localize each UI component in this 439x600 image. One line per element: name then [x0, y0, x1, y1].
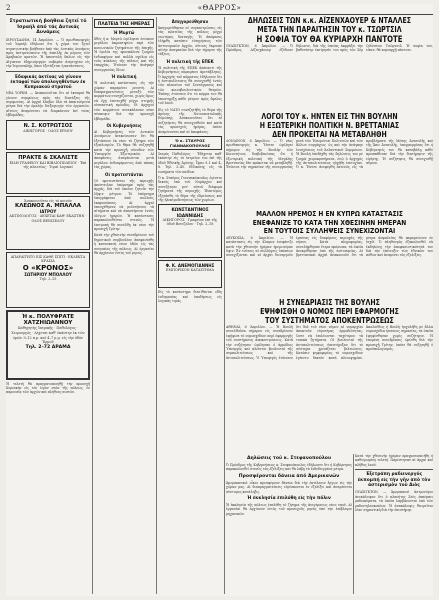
col2-headline: ΠΛΑΤΕΙΑ ΤΗΣ ΗΜΕΡΑΣ	[97, 21, 151, 26]
col1-headline-2: Ἐδαφικάς ἀκτίνας νά γίνουν ἐκταφαί τῶν ἀπολογηθέντων ἐκ Κυπριακοῦ στρατοῦ	[10, 73, 86, 90]
ad-praktiki: ΠΡΑΚΤΕ & ΣΚΑΛΙΣΤΕ ΕΙΔΗ ΓΡΑΦΕΙΟΥ ΚΑΙ ΒΙΒΛΙΟΠΩΛΕΙΟΥ · Ἐπὶ τῆς πλατείας · Τιμαὶ λογικαί	[6, 152, 90, 194]
col2-subhead: Ἡ Μυρτώ	[113, 30, 135, 35]
col2-subhead: Οἱ προτεστάνται	[105, 171, 143, 177]
body-text: Ὁ Πρόεδρος τῆς Κυβερνήσεως κ. Στεφανόπουλος ἐδήλωσεν ὅτι ἡ Κυβέρνησις παρακολουθεῖ στενῶς τὰς ἐξελίξεις καὶ θὰ λάβῃ τὰ ἐνδεδειγμένα μέτρα.	[226, 463, 352, 472]
lead-headline-1: ΔΗΛΩΣΕΙΣ ΤΩΝ κ.κ. ΑΪΖΕΝΧΑΟΥΕΡ & ΝΤΑΛΛΕΣ	[247, 16, 412, 25]
body-text: ΑΘΗΝΑΙ, 6 Ἀπριλίου. — Ἡ Βουλὴ συνελθοῦσα σήμερον εἰς συνεδρίασιν ἐψήφισε τὸ νομοσχέδιον περὶ ἐφαρμογῆς τοῦ συστήματος ἀποκεντρώσεως. Κατὰ τὴν συζήτησιν ὡμίλησαν ὁ ἁρμόδιος Ὑπουργὸς καὶ πλεῖστοι βουλευταὶ τῆς συμπολιτεύσεως καὶ τῆς ἀντιπολιτεύσεως. Ὁ Ὑπουργὸς ἐτόνισεν ὅτι διὰ τοῦ νέου νόμου αἱ νομαρχίαι ἀποκτοῦν εὐρυτέρας ἁρμοδιότητας, ὥστε νὰ ἐπιλύωνται ταχύτερον τὰ τοπικὰ ζητήματα. Οἱ βουλευταὶ τῆς ἀντιπολιτεύσεως ὑπεστήριξαν ὅτι τὸ σύστημα χρειάζεται βελτιώσεις. Κατόπιν ψηφοφορίας τὸ νομοσχέδιον ἐγένετο δεκτὸν κατὰ πλειοψηφίαν. Ἀκολούθως ἡ Βουλὴ ἠσχολήθη μὲ ἄλλα νομοσχέδια ἠσσονος σημασίας, τὰ ὁποῖα ἐψηφίσθησαν χωρὶς συζήτησιν. Ἡ ἑπομένη συνεδρίασις ὡρίσθη διὰ τὴν προσεχῆ Τρίτην, ὁπότε θὰ συζητηθῇ ὁ προϋπολογισμός.	[226, 325, 433, 360]
ad-anemogiannis: Φ. Κ. ΑΝΕΜΟΓΙΑΝΝΗΣ ΕΜΠΟΡΙΚΟΝ ΚΑΤΑΣΤΗΜΑ	[158, 260, 222, 288]
body-text: Κατὰ τὴν χθεσινὴν ἡμέραν πραγματοποιήθη ἡ καθιερωμένη τελετή. Παρέστησαν αἱ ἀρχαὶ καὶ πλῆθος λαοῦ.	[355, 454, 433, 467]
column-3	[158, 17, 222, 594]
ad-kotrotsos: Ν. Σ. ΚΟΤΡΩΤΣΟΣ ΔΙΚΗΓΟΡΟΣ · ΟΔΟΣ ΕΡΜΟΥ	[6, 120, 90, 150]
ad-title: Ο «ΚΡΟΝΟΣ»	[22, 263, 74, 272]
col1-headline-1: Στρατιωτική βοήθεια ζητεί τό Ἰσραήλ ἀπό τάς Δυτικάς Δυνάμεις	[9, 19, 87, 36]
story-cyprus	[226, 210, 433, 296]
small-headline: Ἡ ἐκκλησία ἐπιλύθη εἰς τὴν πόλιν	[247, 496, 331, 502]
story-parliament	[226, 298, 433, 454]
story-eden	[226, 112, 433, 206]
ad-doctor-ballas: Ἀνακοινοῦται εἰς τὸ κοινόν ΚΛΕΩΝΟΣ Α. ΜΠΑΛΛΑ ΙΑΤΡΟΥ ΑΚΤΙΝΟΛΟΓΟΣ · ΔΕΧΕΤΑΙ ΚΑΘ' ΕΚΑΣΤΗΝ · ΟΔΟΣ ΒΕΝΙΖΕΛΟΥ	[6, 196, 90, 250]
ad-subtitle: ΙΑΤΡΟΥ	[39, 209, 57, 215]
lead-headline-2: ΜΕΤΑ ΤΗΝ ΠΑΡΑΙΤΗΣΙΝ ΤΟΥ κ. ΤΣΩΡΤΣΙΛ	[257, 25, 402, 34]
column-left	[6, 17, 90, 594]
masthead	[6, 4, 433, 15]
small-items-right	[355, 454, 433, 594]
ad-ioannidis: ΚΩΝΣΤΑΝΤΙΝΟΣ ΙΩΑΝΝΙΔΗΣ ΔΙΚΗΓΟΡΟΣ · Γραφεῖον ἐπὶ τῆς ὁδοῦ Βενιζέλου · Τηλ. 2–18	[158, 204, 222, 258]
body-text: Ἡ πολιτικὴ τῆς ΕΠΕΚ ἀπέναντι τῆς Κυβερνήσεως παραμένει ἀμετάβλητος. Ὁ ἀρχηγὸς τοῦ κόμματος ἐδήλωσεν ὅτι ἡ ἀντιπολίτευσις θὰ συνεχισθῇ ἐντὸς τῶν πλαισίων τοῦ Συντάγματος καὶ τῶν κοινοβουλευτικῶν θεσμῶν. Ἐπίσης ἐτόνισεν ὅτι τὸ κόμμα του θὰ ὑποστηρίξῃ κάθε μέτρον πρὸς ὄφελος τοῦ λαοῦ.	[158, 65, 222, 106]
small-headline: Προσφέρονται δάνεια ἀπό Ἀμερικανῶν	[238, 473, 340, 479]
body-text: ΛΕΥΚΩΣΙΑ, 6 Ἀπριλίου. — Ἡ κατάστασις εἰς τὴν Κύπρον ἐνεφάνιζε κατὰ τὴν χθεσινὴν ἡμέραν ἠρεμωτέραν ὄψιν. Ἐν τούτοις αἱ συλλήψεις ὑπόπτων συνεχίζονται καὶ αἱ ἀρχαὶ διενεργοῦν ἐρεύνας εἰς διαφόρους περιοχὰς τῆς νήσου. Κατὰ πληροφορίας, συνελήφθησαν ἕτερα πρόσωπα, τὰ ὁποῖα ἀνεκρίθησαν ὑπὸ τῆς ἀστυνομίας. Αἱ βρεττανικαὶ ἀρχαὶ ἀνακοινοῦν ὅτι τὰ μέτρα ἀσφαλείας θὰ παραμείνουν ἐν ἰσχύϊ. Ὁ πληθυσμὸς ἐξακολουθεῖ νὰ ἐκδηλώνῃ τὴν ἀποφασιστικότητά του διὰ τὴν ἐπίτευξιν τῶν ἐθνικῶν του πόθων καὶ ἀναμένει τὰς ἐξελίξεις.	[226, 235, 433, 258]
ad-subtitle: Τηλ. 2–72 ΔΡΑΜΑ	[25, 344, 71, 350]
ad-title: ΠΡΑΚΤΕ & ΣΚΑΛΙΣΤΕ	[18, 154, 78, 161]
story2-headline-3: ΔΕΝ ΠΡΟΚΕΙΤΑΙ ΝΑ ΜΕΤΑΒΛΗΘΗ	[272, 130, 387, 139]
body-text: Ἀπηγορεύθησαν αἱ συγκεντρώσεις εἰς τὰς πλατείας τῆς πόλεως μέχρι νεωτέρας διαταγῆς. Ἡ ἀπόφασις ἐλήφθη κατόπιν εἰσηγήσεως τῶν ἀστυνομικῶν ἀρχῶν, αἵτινες ἔκριναν αὐτὴν ἀναγκαίαν διὰ τὴν τήρησιν τῆς τάξεως.	[158, 26, 222, 57]
story2-headline-1: ΛΟΓΟΙ ΤΟΥ κ. ΗΝΤΕΝ ΕΙΣ ΤΗΝ ΒΟΥΛΗΝ	[261, 112, 398, 121]
body-text: Ἡ ἐκκλησία τῆς πόλεως ἐπελύθη τὸ ζήτημα τῆς ἀνεγέρσεως νέου ναοῦ. Αἱ ἐργασίαι θὰ ἀρχίσουν ἐντὸς τοῦ προσεχοῦς μηνὸς ὑπὸ τὴν ἐπίβλεψιν μηχανικῶν.	[226, 503, 352, 516]
ad-title: Ἡ κ. ΠΟΛΥΦΡΑΤΕ ΧΑΤΖΗΙΩΑΝΝΟΥ	[22, 313, 74, 327]
body-text: Ἡ τελετὴ θὰ πραγματοποιηθῇ τὴν προσεχῆ Κυριακὴν εἰς τὸν ἱερὸν ναὸν τῆς πόλεως, ἐν παρουσίᾳ τῶν ἀρχῶν καὶ πλήθους πιστῶν.	[6, 381, 90, 395]
body-text: Ἡ πολιτικὴ κατάστασις εἰς τὴν χώραν παραμένει ρευστή. Αἱ διαπραγματεύσεις μεταξὺ τῶν κομμάτων συνεχίζονται, χωρὶς ὅμως νὰ ἔχῃ ἐπιτευχθῆ μέχρι στιγμῆς οὐσιαστικὴ πρόοδος. Οἱ ἀρχηγοὶ τῶν κομμάτων συνεκάλεσαν νέαν σύσκεψιν διὰ τὴν προσεχῆ ἑβδομάδα.	[94, 81, 154, 121]
ad-title: ΚΩΝΣΤΑΝΤΙΝΟΣ ΙΩΑΝΝΙΔΗΣ	[171, 207, 209, 218]
ad-title: Ν. Σ. ΚΟΤΡΩΤΣΟΣ	[23, 122, 73, 129]
ad-kronos: ΑΠΑΡΑΙΤΗΤΟ ΕΙΣ ΚΑΘΕ ΣΠΙΤΙ · ΕΚΛΕΚΤΑ ΚΡΑΣΙΑ Ο «ΚΡΟΝΟΣ» ΣΩΤΗΡΙΟΥ ΜΠΟΛΛΟΥ Τηλ. 2–15	[6, 252, 90, 308]
story4-headline-2: ΕΨΗΦΙΣΘΗ Ο ΝΟΜΟΣ ΠΕΡΙ ΕΦΑΡΜΟΓΗΣ	[260, 307, 399, 316]
story3-headline-1: ΜΑΛΛΟΝ ΗΡΕΜΟΣ Η ΕΝ ΚΥΠΡΩ ΚΑΤΑΣΤΑΣΙΣ	[256, 210, 403, 218]
small-headline-jupiter: Ἐξετράπη ραδιενεργός ἐκπομπή εἰς τὴν γῆν ἀπὸ τὸν ἀστερισμὸν τοῦ Διὸς	[357, 472, 431, 489]
body-text: Χθὲς ἡ κ. Μυρτὼ ὡμίλησεν ἐνώπιον μεγάλου ἀκροατηρίου περὶ τῶν κοινωνικῶν ζητημάτων τῆς ἐποχῆς. Ἡ ὁμιλία της προεκάλεσε ζωηρὸν ἐνδιαφέρον καὶ πολλὰ σχόλια εἰς τοὺς κύκλους τῆς πόλεως καὶ τῆς ἐπαρχίας. Ἐτόνισε τὴν ἀνάγκην συνεργασίας ὅλων.	[94, 37, 154, 72]
small-headline: Δηλώσεις τοῦ κ. Στεφανοπούλου	[246, 456, 332, 461]
col3-headline: Ἀπηγορεύθησαν	[171, 19, 209, 24]
col2-subhead: Οἱ Κυβερνήσεις	[106, 122, 142, 128]
col2-subhead: Ἡ πολιτική	[111, 74, 137, 80]
story3-headline-3: ΕΝ ΤΟΥΤΟΙΣ ΣΥΛΛΗΨΕΙΣ ΣΥΝΕΧΙΖΟΝΤΑΙ	[263, 226, 396, 236]
paper-name: «ΘΑΡΡΟΣ»	[197, 4, 242, 12]
col3-box	[158, 136, 222, 150]
lead-headline-3: Η ΣΟΦΙΑ ΤΟΥ ΘΑ ΚΥΡΙΑΡΧΗ ΠΑΝΤΟΤΕ	[256, 34, 403, 44]
ad-chatzioannou: Ἡ κ. ΠΟΛΥΦΡΑΤΕ ΧΑΤΖΗΙΩΑΝΝΟΥ Καθηγητὴς Ἰατρικῆς · Παθολόγος · Χειρουργός · Δέχεται καθ' ἑκάστην ἐκ τῶν ὡρῶν 9–12 π.μ. καὶ 4–7 μ.μ. εἰς τὴν ὁδὸν Ἑρμοῦ Τηλ. 2–72 ΔΡΑΜΑ	[6, 310, 90, 380]
body-text: Ἰατρὸς Παθολόγος · Ἐδέχεται καθ' ἑκάστην εἰς τὸ ἰατρεῖον του ἐπὶ τῆς ὁδοῦ Ἐθνικῆς Ἀμύνης. Ὧραι 9–1 καὶ 4–8. Τηλ. 3–40. Εἰδικότης εἰς τὰ νοσήματα τῶν παίδων.	[158, 151, 222, 174]
body-text: ΟΥΑΣΙΓΚΤΩΝ. — Ἀμερικανοὶ ἀστρονόμοι ἀνεκάλυψαν ὅτι ὁ πλανήτης Ζεὺς ἐκπέμπει ραδιοκύματα, τὰ ὁποῖα λαμβάνονται ὑπὸ τῶν ραδιοτηλεσκοπίων. Ἡ ἀνακάλυψις θεωρεῖται λίαν σημαντικὴ διὰ τὴν ἐπιστήμην.	[355, 490, 433, 513]
ad-subtitle: ΣΩΤΗΡΙΟΥ ΜΠΟΛΛΟΥ	[24, 271, 72, 277]
ad-title: Φ. Κ. ΑΝΕΜΟΓΙΑΝΝΗΣ	[165, 263, 215, 269]
body-text: Οἱ προτεστάνται τῆς περιοχῆς ἀπέστειλαν ὑπόμνημα πρὸς τὰς ἀρχάς, διὰ τοῦ ὁποίου ζητοῦν τὴν λῆψιν μέτρων. Τὸ ὑπόμνημα ὑπογράφεται ἀπὸ πολλοὺς ἐκπροσώπους. Αἱ ἀρχαὶ ὑπεσχέθησαν νὰ μελετήσουν τὰ αἰτήματα καὶ νὰ ἀπαντήσουν ἐντὸς ὀλίγων ἡμερῶν. Ἡ κατάστασις παρακολουθεῖται στενῶς. Ἡ ἐπιτροπὴ θὰ συνέλθῃ ἐκ νέου τὴν προσεχῆ Τρίτην.	[94, 178, 154, 232]
body-text: ΟΥΑΣΙΓΚΤΩΝ, 6 Ἀπριλίου. — Ὁ Πρόεδρος Αἰζενχάουερ ἐξέδωσε δήλωσιν, διὰ τῆς ὁποίας ἐκφράζει τὴν βαθυτάτην ἐκτίμησίν του πρὸς τὸν Σὲρ Οὐΐνστων Τσῶρτσιλ. Ἡ σοφία του, εἶπεν, θὰ κυριαρχῇ πάντοτε.	[226, 44, 433, 53]
body-text: ΙΕΡΟΥΣΑΛΗΜ, 14 Ἀπριλίου. — Ὁ πρωθυπουργός τοῦ Ἰσραήλ ἐδήλωσε ὅτι ἡ χώρα του ζητεῖ στρατιωτικὴν βοήθειαν ἀπὸ τὰς Δυτικὰς Δυνάμεις πρὸς ἀντιμετώπισιν τῆς ἀπειλῆς ἐκ μέρους τῶν Ἀραβικῶν κρατῶν. Ἡ ἀποστολὴ ὅπλων εἰς τὴν Αἴγυπτον ἐδημιούργησε σοβαρὰν ἀνησυχίαν εἰς τὴν Ἱερουσαλήμ, ὅπου ἐξετάζεται ἡ κατάστασις.	[6, 37, 90, 69]
body-text: Εἰς τὸ ΝΑΤΟ συνεζητήθη τὸ θέμα τῆς ἀμύνης τῆς Νοτιοανατολικῆς Εὐρώπης. Ἀνακοινοῦται ὅτι αἱ συζητήσεις θὰ συνεχισθοῦν καὶ κατὰ τὰς προσεχεῖς ἡμέρας, ὁπότε ἀναμένονται καὶ αἱ ἀποφάσεις.	[158, 107, 222, 134]
body-text: Ὁ κ. Σταῦρος Γιαννακόπουλος ἐγένετο δεκτὸς ὑπὸ τοῦ Νομάρχου καὶ συνεζήτησε μετ' αὐτοῦ διάφορα ζητήματα τῆς περιοχῆς. Ἰδιαιτέρως ἐξητάσθη τὸ θέμα τῆς ὑδρεύσεως καὶ τῆς ἠλεκτροδοτήσεως τῶν χωρίων.	[158, 175, 222, 202]
body-text: Κατὰ τὴν χθεσινὴν συνεδρίασιν τοῦ δημοτικοῦ συμβουλίου ἀπεφασίσθη ἡ κατασκευὴ νέων ὁδῶν εἰς τὰς συνοικίας τῆς πόλεως. Αἱ ἐργασίαι θὰ ἀρχίσουν ἐντὸς τοῦ μηνός.	[94, 233, 154, 256]
story3-headline-2: ΕΝΕΦΑΝΙΖΕ ΤΟ ΚΑΤΑ ΤΗΝ ΧΘΕΣΙΝΗΝ ΗΜΕΡΑΝ	[252, 217, 407, 227]
small-items	[226, 454, 352, 594]
ad-title: ΚΛΕΩΝΟΣ Α. ΜΠΑΛΛΑ	[15, 203, 81, 210]
col2-title-box	[94, 19, 154, 28]
body-text: Αἱ Κυβερνήσεις τῶν Δυτικῶν Δυνάμεων ἀνεκοίνωσαν ὅτι θὰ ἐξετάσουν ἐκ νέου τὸ ζήτημα τῶν ἐξοπλισμῶν. Τὸ θέμα θὰ συζητηθῇ κατὰ τὴν προσεχῆ σύνοδον τῶν Ὑπουργῶν Ἐξωτερικῶν. Αἱ ἀποφάσεις ἀναμένονται μετὰ μεγάλου ἐνδιαφέροντος ἀπὸ πάσας τὰς χώρας.	[94, 129, 154, 170]
col3-box-title: Ὁ κ. ΣΤΑΥΡΟΣ ΓΙΑΝΝΑΚΟΠΟΥΛΟΣ	[169, 137, 211, 148]
column-2	[94, 17, 154, 594]
newspaper-page	[6, 4, 433, 596]
story4-headline-1: Η ΣΥΝΕΔΡΙΑΣΙΣ ΤΗΣ ΒΟΥΛΗΣ	[279, 298, 380, 307]
body-text: ΝΕΑ ΥΟΡΚΗ. — Ἀνακοινοῦται ὅτι αἱ ἐκταφαὶ θὰ γίνουν συμφώνως πρὸς τὰς διατάξεις τῆς συμφωνίας. Αἱ ἀρχαὶ ἔλαβον ὅλα τὰ ἀπαιτούμενα μέτρα διὰ τὴν ὁμαλὴν διεξαγωγήν τῶν ἐργασιῶν, αἵτινες ἀναμένεται νὰ διαρκέσουν ἐπί τινας ἑβδομάδας.	[6, 91, 90, 118]
story2-headline-2: Η ΕΞΩΤΕΡΙΚΗ ΠΟΛΙΤΙΚΗ Ν. ΒΡΕΤΤΑΝΙΑΣ	[259, 121, 400, 130]
body-text: Εἰς τὸ κατάστημα διατίθενται εἴδη ἐνδυμασίας καὶ ὑποδήσεως εἰς λογικὰς τιμάς.	[158, 290, 222, 304]
page-number: 2	[6, 4, 11, 12]
col3-headline: Ἡ πολιτική τῆς ΕΠΕΚ	[166, 58, 214, 64]
lead-story	[226, 16, 433, 74]
story4-headline-3: ΤΟΥ ΣΥΣΤΗΜΑΤΟΣ ΑΠΟΚΕΝΤΡΩΣΕΩΣ	[265, 316, 394, 325]
body-text: ΛΟΝΔΙΝΟΝ, 6 Ἀπριλίου. — Ὁ νέος πρωθυπουργὸς κ. Ἤντεν ὡμίλησε σήμερον εἰς τὴν Βουλὴν τῶν Κοινοτήτων, διαβεβαιώσας ὅτι ἡ ἐξωτερικὴ πολιτικὴ τῆς Μεγάλης Βρεττανίας δὲν πρόκειται νὰ μεταβληθῇ. Ἐτόνισε τὴν σημασίαν τῆς συνεργασίας μετὰ τῶν Ἡνωμένων Πολιτειῶν καὶ τῶν ἄλλων συμμάχων, ὡς καὶ τὴν ἀνάγκην ἐνισχύσεως τοῦ Ἀτλαντικοῦ Συμφώνου. Ἡ Βουλὴ ὑπεδέχθη τὰς δηλώσεις του μὲ ζωηρὰ χειροκροτήματα, ἐνῷ ὁ ἀρχηγὸς τῆς ἀντιπολιτεύσεως ηὐχήθη ἐπιτυχίαν. Ὁ κ. Ἤντεν ἀνεφέρθη ἐκτενῶς εἰς τὰ προβλήματα τῆς Μέσης Ἀνατολῆς καὶ τῆς Ἄπω Ἀνατολῆς, ὑπογραμμίσας ὅτι ἡ Κυβέρνησίς του θὰ καταβάλῃ κάθε προσπάθειαν διὰ τὴν διατήρησιν τῆς εἰρήνης. Ἡ συζήτησις θὰ συνεχισθῇ αὔριον.	[226, 139, 433, 170]
body-text: Ἀμερικανικοὶ οἶκοι προσφέρουν δάνεια διὰ τὴν ἐκτέλεσιν ἔργων εἰς τὴν χώραν μας. Αἱ διαπραγματεύσεις εὑρίσκονται ἐν ἐξελίξει καὶ ἀναμένεται σύντομος κατάληξις.	[226, 480, 352, 494]
